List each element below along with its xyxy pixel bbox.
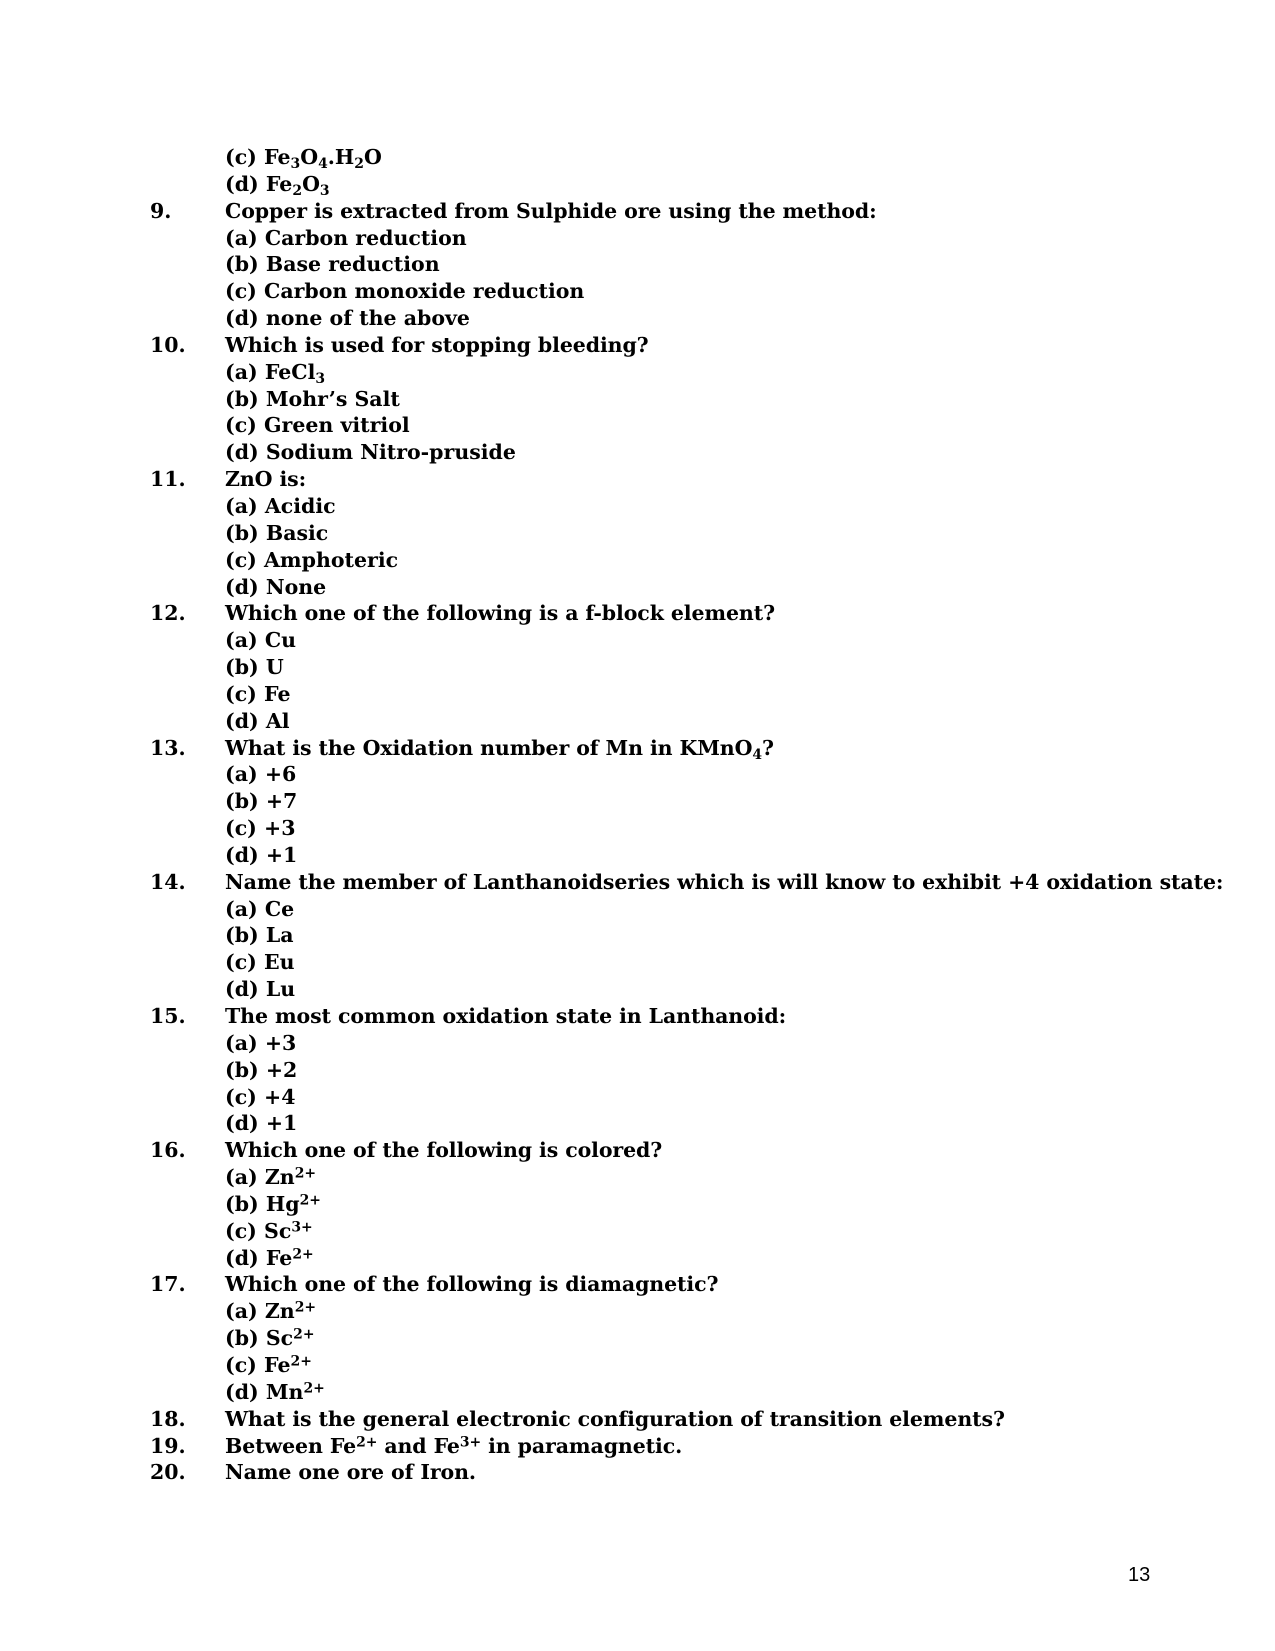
option-text	[225, 976, 295, 1002]
text-run: (d) none of the above	[225, 306, 470, 331]
text-run: (d) Fe	[225, 171, 293, 196]
text-run: (d) Al	[225, 708, 290, 733]
text-run: O	[300, 145, 319, 169]
question-number: 12.	[150, 601, 186, 626]
question-number: 18.	[150, 1406, 186, 1431]
option-line	[0, 439, 1275, 466]
text-run: Between Fe	[225, 1433, 357, 1458]
option-text	[225, 144, 382, 170]
question-text	[225, 1003, 786, 1029]
question-line	[0, 600, 1275, 627]
text-run: (d) +1	[225, 1111, 298, 1136]
option-text	[225, 788, 297, 814]
question-number: 13.	[150, 735, 186, 760]
option-line	[0, 1379, 1275, 1406]
question-number: 19.	[150, 1433, 186, 1458]
question-line	[0, 332, 1275, 359]
text-run: (a) Acidic	[225, 493, 336, 518]
text-run: Which one of the following is colored?	[225, 1138, 663, 1163]
text-run: O	[302, 171, 320, 196]
superscript: 2+	[290, 1353, 312, 1370]
question-number: 14.	[150, 869, 186, 894]
question-text	[225, 466, 306, 492]
option-text	[225, 412, 410, 438]
text-run: (c) +3	[225, 816, 296, 841]
text-run: (d) Fe	[225, 1245, 293, 1270]
superscript: 3+	[291, 1219, 313, 1236]
option-text	[225, 1110, 297, 1136]
question-text	[225, 735, 774, 761]
superscript: 2+	[293, 1326, 315, 1343]
option-text	[225, 627, 296, 653]
option-line	[0, 547, 1275, 574]
text-run: O	[363, 145, 382, 169]
option-line	[0, 251, 1275, 278]
option-line	[0, 412, 1275, 439]
option-text	[225, 1218, 313, 1244]
question-text	[225, 1433, 682, 1459]
option-line	[0, 815, 1275, 842]
subscript: 2	[292, 182, 303, 199]
superscript: 2+	[299, 1192, 321, 1209]
text-run: Which one of the following is diamagnetic?	[225, 1272, 719, 1297]
option-line	[0, 359, 1275, 386]
subscript: 3	[315, 370, 326, 387]
option-text	[225, 842, 297, 868]
option-text	[225, 547, 398, 573]
page-number: 13	[1128, 1564, 1151, 1586]
option-line	[0, 1084, 1275, 1111]
option-line	[0, 654, 1275, 681]
option-text	[225, 815, 295, 841]
option-line	[0, 1164, 1275, 1191]
question-number: 16.	[150, 1138, 186, 1163]
text-run: (b) Mohr’s Salt	[225, 386, 400, 411]
superscript: 2+	[303, 1380, 325, 1397]
question-line	[0, 1459, 1275, 1486]
option-line	[0, 1110, 1275, 1137]
option-text	[225, 1164, 316, 1190]
option-line	[0, 1218, 1275, 1245]
question-line	[0, 1406, 1275, 1433]
superscript: 2+	[294, 1300, 317, 1317]
text-run: (c) Sc	[225, 1218, 292, 1243]
text-run: (c) Green vitriol	[225, 413, 410, 438]
question-line	[0, 1137, 1275, 1164]
option-text	[225, 896, 294, 922]
text-run: (b) Sc	[225, 1326, 294, 1351]
text-run: (c) Eu	[225, 950, 295, 975]
option-line	[0, 976, 1275, 1003]
text-run: (d) Lu	[225, 977, 296, 1002]
option-line	[0, 1057, 1275, 1084]
text-run: (c) Carbon monoxide reduction	[225, 279, 585, 304]
question-line	[0, 1433, 1275, 1460]
text-run: Which one of the following is a f-block element?	[225, 601, 776, 626]
option-line	[0, 225, 1275, 252]
question-text	[225, 332, 649, 358]
question-text	[225, 600, 775, 626]
option-text	[225, 654, 284, 680]
text-run: (a) +6	[225, 762, 297, 787]
subscript: 3	[319, 182, 330, 199]
question-line	[0, 735, 1275, 762]
text-run: (b) +2	[225, 1057, 298, 1082]
option-text	[225, 359, 325, 385]
subscript: 4	[752, 746, 762, 763]
question-text	[225, 869, 1223, 895]
option-line	[0, 708, 1275, 735]
text-run: (d) None	[225, 574, 327, 599]
option-line	[0, 627, 1275, 654]
text-run: (a) +3	[225, 1030, 297, 1055]
option-text	[225, 439, 516, 465]
text-run: (c) Fe	[225, 145, 291, 169]
option-line	[0, 1298, 1275, 1325]
option-text	[225, 493, 336, 519]
text-run: (a) Zn	[225, 1165, 295, 1190]
text-run: (a) Cu	[225, 628, 297, 653]
text-run: (b) La	[225, 923, 294, 948]
option-line	[0, 949, 1275, 976]
option-line	[0, 171, 1275, 198]
question-line	[0, 1003, 1275, 1030]
option-text	[225, 386, 400, 412]
text-run: (b) Basic	[225, 520, 329, 545]
subscript: 4	[318, 155, 328, 172]
superscript: 2+	[356, 1434, 378, 1451]
option-text	[225, 681, 291, 707]
option-line	[0, 574, 1275, 601]
option-text	[225, 1245, 314, 1271]
option-line	[0, 520, 1275, 547]
question-number: 20.	[150, 1460, 186, 1485]
option-text	[225, 1030, 296, 1056]
option-text	[225, 278, 584, 304]
question-number: 9.	[150, 198, 172, 223]
option-line	[0, 842, 1275, 869]
text-run: .H	[327, 145, 355, 169]
option-line	[0, 1325, 1275, 1352]
subscript: 2	[354, 155, 364, 172]
text-run: (a) Ce	[225, 896, 295, 921]
text-run: What is the general electronic configuration of transition elements?	[225, 1406, 1005, 1431]
text-run: (d) Sodium Nitro-pruside	[225, 440, 516, 465]
option-text	[225, 1057, 297, 1083]
question-text	[225, 1406, 1005, 1432]
option-text	[225, 1352, 312, 1378]
superscript: 3+	[459, 1434, 482, 1451]
text-run: and Fe	[377, 1433, 460, 1458]
text-run: (a) FeCl	[225, 359, 316, 384]
option-text	[225, 1191, 321, 1217]
question-number: 17.	[150, 1272, 186, 1297]
question-text	[225, 1459, 476, 1485]
option-text	[225, 520, 328, 546]
question-line	[0, 869, 1275, 896]
question-list	[0, 144, 1275, 1486]
text-run: (c) +4	[225, 1084, 296, 1109]
superscript: 2+	[292, 1246, 314, 1263]
text-run: (d) +1	[225, 842, 298, 867]
superscript: 2+	[294, 1165, 317, 1182]
option-line	[0, 278, 1275, 305]
text-run: (c) Fe	[225, 681, 291, 706]
question-line	[0, 466, 1275, 493]
option-line	[0, 1191, 1275, 1218]
option-line	[0, 305, 1275, 332]
subscript: 3	[290, 155, 301, 172]
option-line	[0, 922, 1275, 949]
option-text	[225, 1298, 316, 1324]
question-line	[0, 1271, 1275, 1298]
text-run: Which is used for stopping bleeding?	[225, 332, 649, 357]
text-run: ?	[761, 735, 774, 760]
text-run: Name one ore of Iron.	[225, 1460, 476, 1485]
question-text	[225, 1137, 662, 1163]
option-line	[0, 1352, 1275, 1379]
option-text	[225, 708, 290, 734]
text-run: Name the member of Lanthanoidseries which is will know to exhibit +4 oxidation state:	[225, 869, 1224, 894]
text-run: Copper is extracted from Sulphide ore using the method:	[225, 198, 877, 223]
option-line	[0, 896, 1275, 923]
question-number: 11.	[150, 467, 186, 492]
option-line	[0, 493, 1275, 520]
text-run: ZnO is:	[225, 467, 307, 492]
option-text	[225, 305, 470, 331]
option-line	[0, 1030, 1275, 1057]
text-run: What is the Oxidation number of Mn in KMnO	[225, 735, 753, 760]
text-run: The most common oxidation state in Lanthanoid:	[225, 1004, 787, 1028]
option-line	[0, 681, 1275, 708]
option-line	[0, 386, 1275, 413]
option-text	[225, 225, 467, 251]
option-text	[225, 574, 326, 600]
text-run: (b) U	[225, 655, 284, 680]
text-run: (a) Zn	[225, 1299, 295, 1324]
text-run: (a) Carbon reduction	[225, 225, 467, 250]
question-number: 15.	[150, 1004, 186, 1028]
option-text	[225, 922, 294, 948]
question-number: 10.	[150, 332, 186, 357]
option-line	[0, 144, 1275, 171]
option-text	[225, 1325, 315, 1351]
text-run: (c) Amphoteric	[225, 547, 399, 572]
option-text	[225, 251, 440, 277]
option-text	[225, 1084, 295, 1110]
option-text	[225, 1379, 325, 1405]
option-text	[225, 949, 295, 975]
question-text	[225, 198, 877, 224]
option-line	[0, 761, 1275, 788]
question-line	[0, 198, 1275, 225]
option-text	[225, 761, 296, 787]
option-text	[225, 171, 330, 197]
text-run: (b) +7	[225, 789, 298, 814]
question-text	[225, 1271, 718, 1297]
text-run: (c) Fe	[225, 1352, 291, 1377]
text-run: (b) Base reduction	[225, 252, 440, 277]
option-line	[0, 1245, 1275, 1272]
text-run: (b) Hg	[225, 1191, 300, 1216]
text-run: (d) Mn	[225, 1379, 304, 1404]
text-run: in paramagnetic.	[481, 1433, 683, 1458]
option-line	[0, 788, 1275, 815]
